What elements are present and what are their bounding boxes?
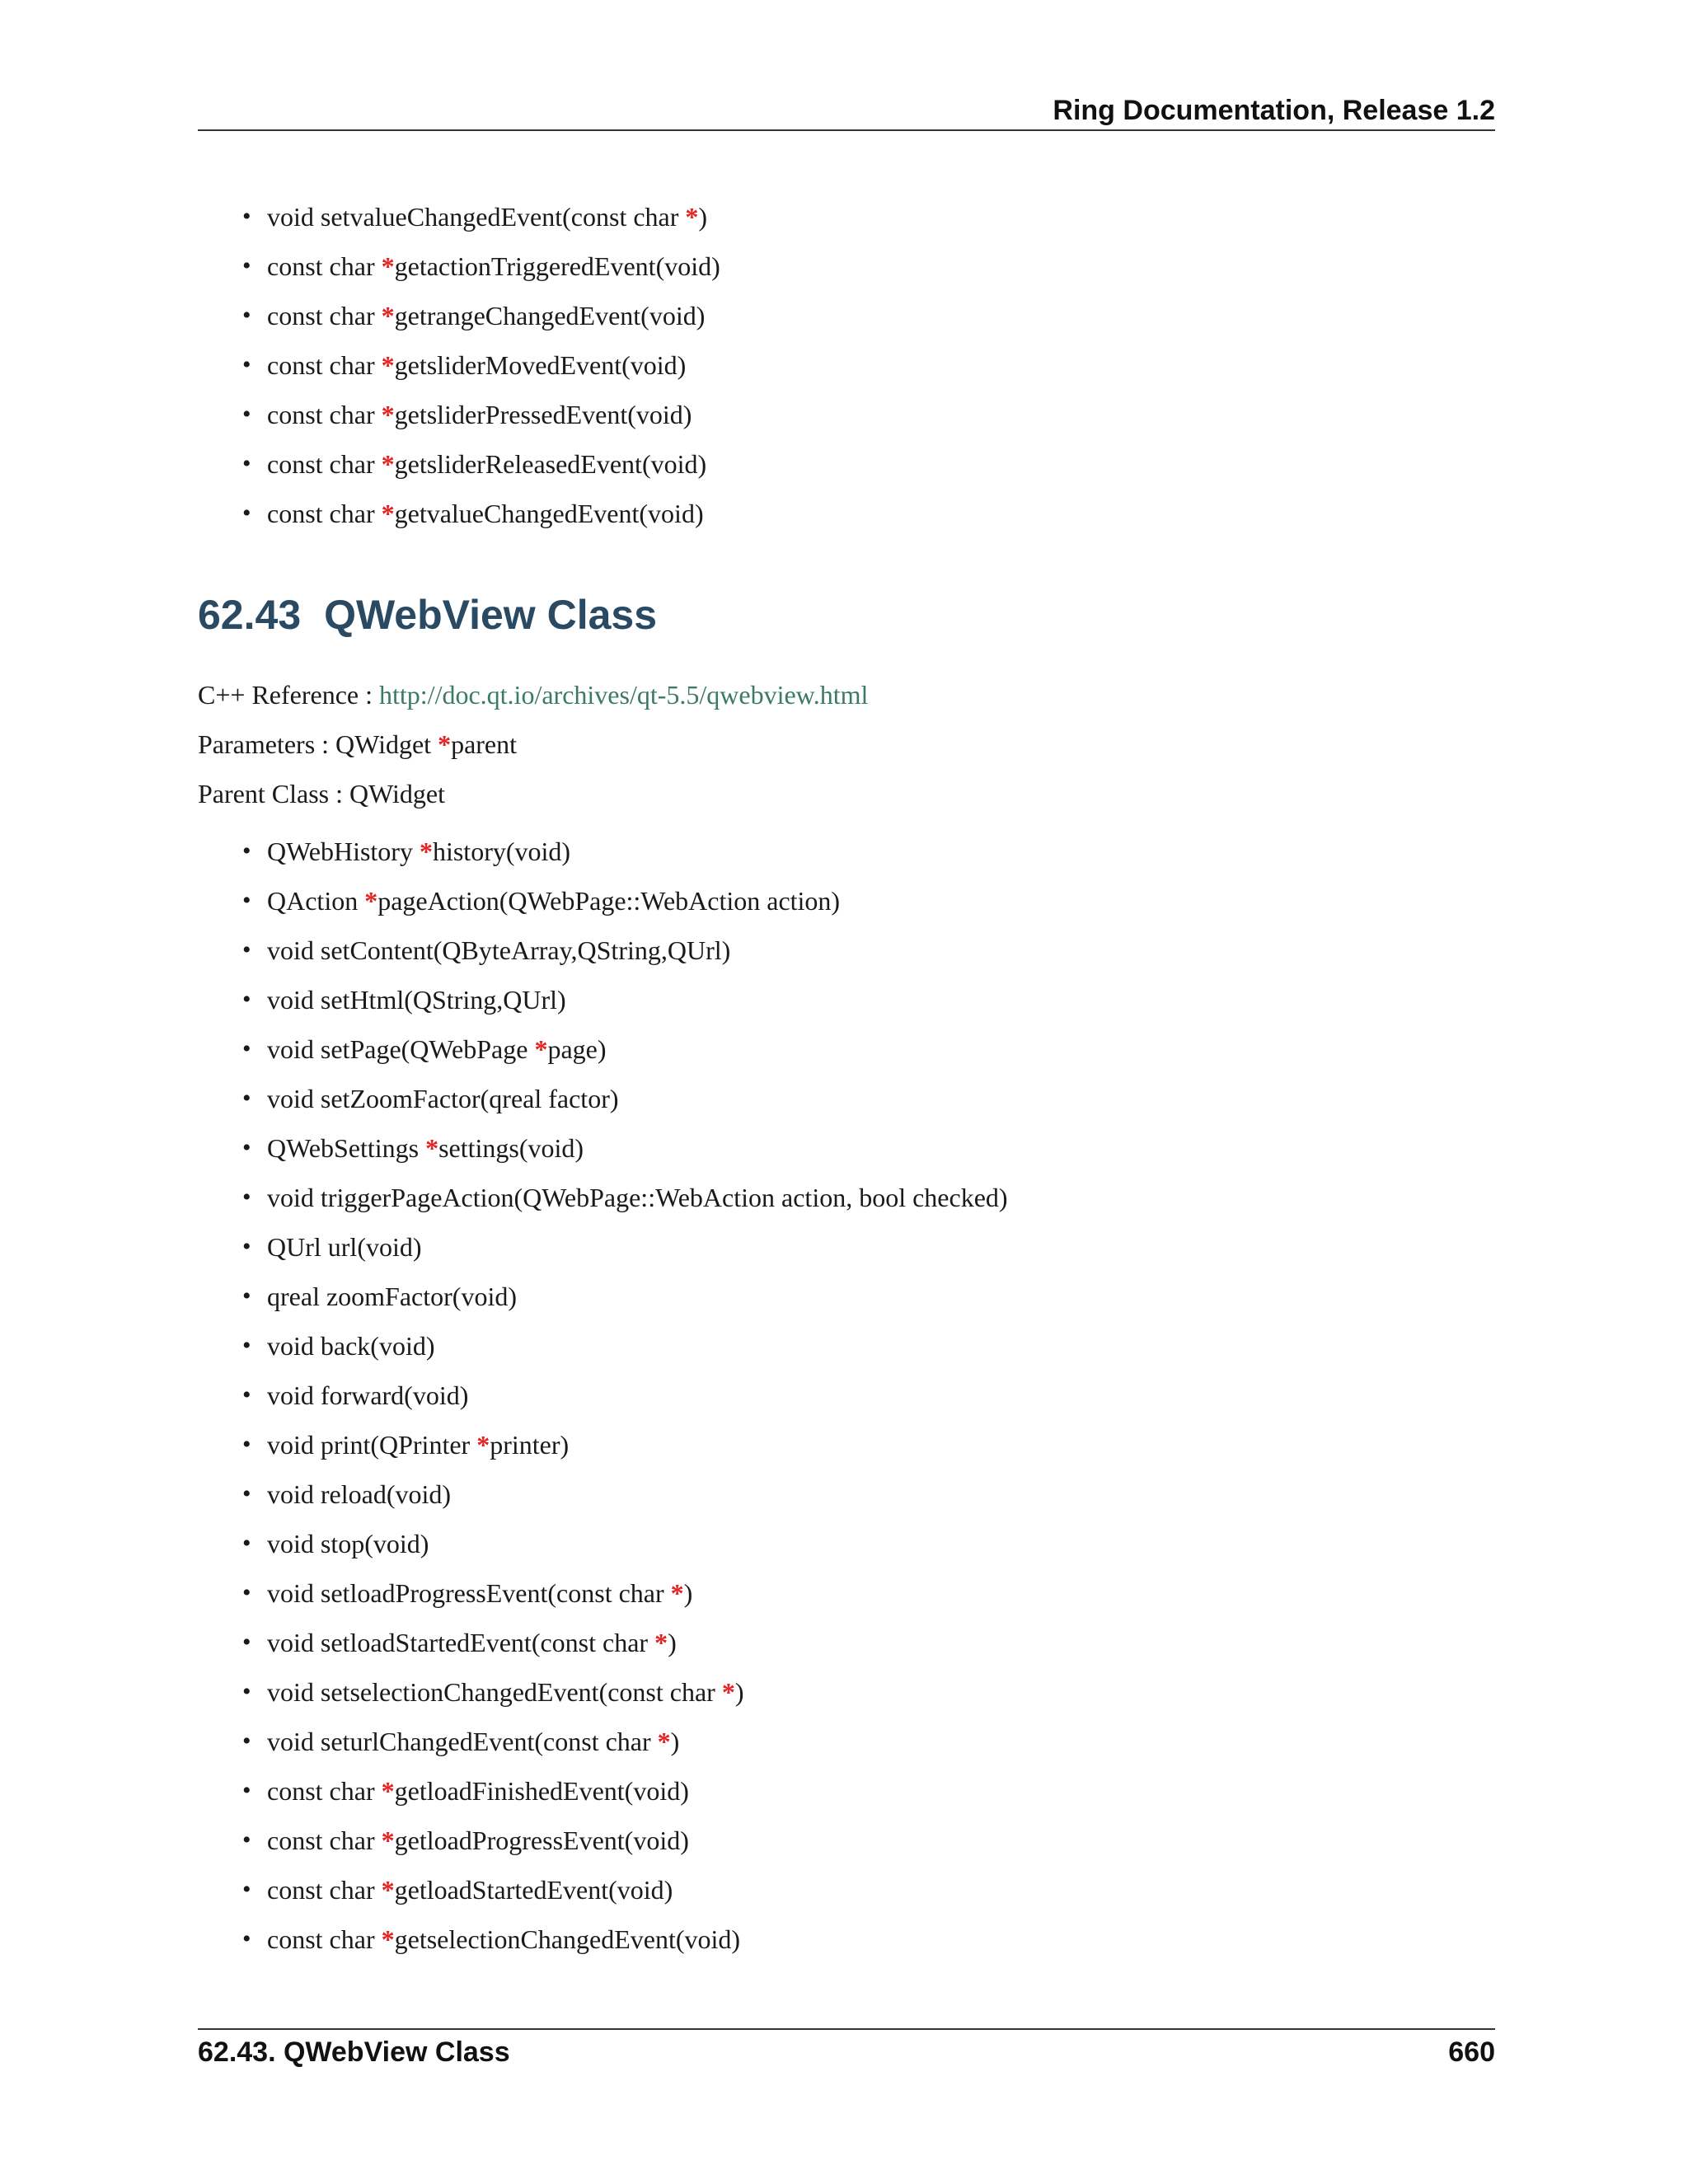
section-number: 62.43 [198, 592, 302, 638]
running-header: Ring Documentation, Release 1.2 [1053, 95, 1495, 126]
footer-divider [198, 2028, 1495, 2030]
bullet-icon: • [242, 401, 251, 428]
bullet-icon: • [242, 936, 251, 963]
bullet-icon: • [242, 450, 251, 477]
section-heading [198, 588, 657, 641]
bullet-icon: • [242, 986, 251, 1013]
method-list-top [242, 192, 720, 538]
list-item: • QWebSettings *settings(void) [267, 1123, 1008, 1173]
list-item: • QAction *pageAction(QWebPage::WebAction action) [267, 876, 1008, 926]
bullet-icon: • [242, 1431, 251, 1458]
list-item: • void setselectionChangedEvent(const char *) [267, 1667, 1008, 1717]
bullet-icon: • [242, 1332, 251, 1359]
bullet-icon: • [242, 1826, 251, 1854]
list-item: • const char *getsliderMovedEvent(void) [267, 340, 720, 390]
list-item: • QWebHistory *history(void) [267, 827, 1008, 876]
bullet-icon: • [242, 1579, 251, 1606]
running-footer [198, 2034, 1495, 2070]
list-item: • const char *getloadProgressEvent(void) [267, 1816, 1008, 1865]
bullet-icon: • [242, 1085, 251, 1112]
footer-section: 62.43. QWebView Class [198, 2036, 510, 2068]
bullet-icon: • [242, 499, 251, 527]
list-item: • void seturlChangedEvent(const char *) [267, 1717, 1008, 1766]
bullet-icon: • [242, 837, 251, 865]
list-item: • const char *getrangeChangedEvent(void) [267, 291, 720, 340]
page-number: 660 [1448, 2036, 1495, 2068]
bullet-icon: • [242, 1678, 251, 1705]
method-list-main [242, 827, 1008, 1964]
list-item: • void setZoomFactor(qreal factor) [267, 1074, 1008, 1123]
bullet-icon: • [242, 203, 251, 230]
bullet-icon: • [242, 887, 251, 914]
bullet-icon: • [242, 1233, 251, 1260]
bullet-icon: • [242, 1727, 251, 1755]
list-item: • void stop(void) [267, 1519, 1008, 1568]
list-item: • void setContent(QByteArray,QString,QUrl) [267, 926, 1008, 975]
list-item: • const char *getloadStartedEvent(void) [267, 1865, 1008, 1915]
list-item: • void reload(void) [267, 1469, 1008, 1519]
reference-link[interactable]: http://doc.qt.io/archives/qt-5.5/qwebview.html [379, 680, 869, 710]
bullet-icon: • [242, 1183, 251, 1211]
section-title-text: QWebView Class [324, 592, 658, 638]
bullet-icon: • [242, 1876, 251, 1903]
list-item: • void setloadStartedEvent(const char *) [267, 1618, 1008, 1667]
list-item: • const char *getsliderReleasedEvent(void) [267, 439, 720, 489]
list-item: • void print(QPrinter *printer) [267, 1420, 1008, 1469]
list-item: • const char *getvalueChangedEvent(void) [267, 489, 720, 538]
list-item: • const char *getselectionChangedEvent(void) [267, 1915, 1008, 1964]
list-item: • void setloadProgressEvent(const char *) [267, 1568, 1008, 1618]
cpp-reference-line: C++ Reference : http://doc.qt.io/archives/qt-5.5/qwebview.html [198, 680, 869, 710]
parent-class-line: Parent Class : QWidget [198, 779, 445, 808]
list-item: • void setvalueChangedEvent(const char *) [267, 192, 720, 241]
list-item: • void forward(void) [267, 1371, 1008, 1420]
bullet-icon: • [242, 1925, 251, 1952]
bullet-icon: • [242, 1282, 251, 1310]
list-item: • const char *getactionTriggeredEvent(void) [267, 241, 720, 291]
parameters-line: Parameters : QWidget *parent [198, 729, 518, 759]
header-divider [198, 129, 1495, 131]
list-item: • void setHtml(QString,QUrl) [267, 975, 1008, 1024]
bullet-icon: • [242, 351, 251, 378]
bullet-icon: • [242, 1530, 251, 1557]
bullet-icon: • [242, 1480, 251, 1507]
bullet-icon: • [242, 1629, 251, 1656]
bullet-icon: • [242, 302, 251, 329]
bullet-icon: • [242, 1777, 251, 1804]
bullet-icon: • [242, 1035, 251, 1062]
bullet-icon: • [242, 1381, 251, 1408]
list-item: • QUrl url(void) [267, 1222, 1008, 1272]
bullet-icon: • [242, 252, 251, 279]
list-item: • void setPage(QWebPage *page) [267, 1024, 1008, 1074]
list-item: • qreal zoomFactor(void) [267, 1272, 1008, 1321]
list-item: • const char *getsliderPressedEvent(void) [267, 390, 720, 439]
list-item: • void triggerPageAction(QWebPage::WebAction action, bool checked) [267, 1173, 1008, 1222]
list-item: • const char *getloadFinishedEvent(void) [267, 1766, 1008, 1816]
list-item: • void back(void) [267, 1321, 1008, 1371]
bullet-icon: • [242, 1134, 251, 1161]
